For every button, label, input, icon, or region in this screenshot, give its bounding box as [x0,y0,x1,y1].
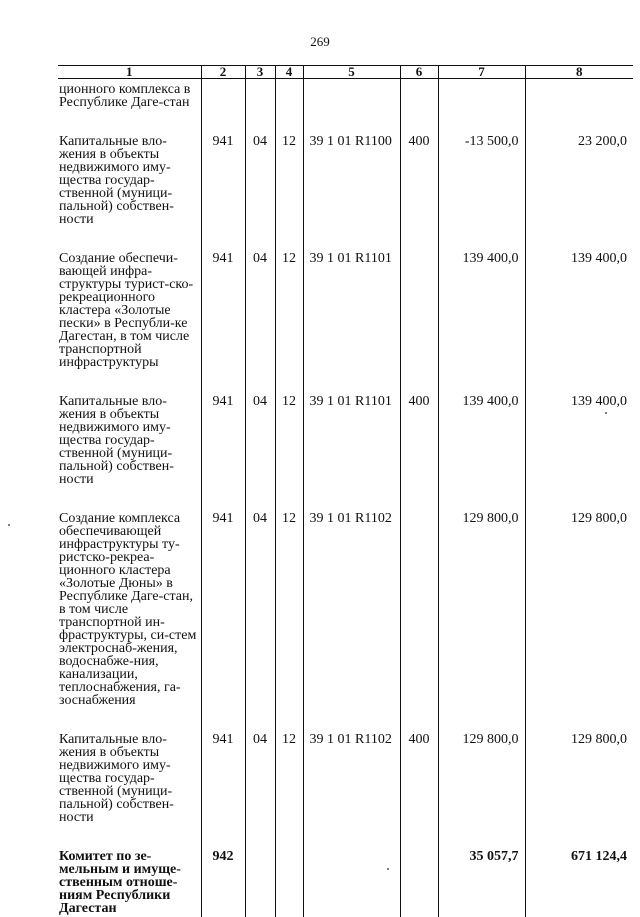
row-ministry-code: 942 [201,850,245,917]
row-amount-7: 129 800,0 [438,512,525,733]
scan-speck [387,868,389,870]
row-target-article: 39 1 01 R1102 [303,733,400,850]
table-row [58,79,633,136]
row-expense-type: 400 [400,395,438,512]
row-name: Создание комплекса обеспечивающей инфраструктуры ту-ристско-рекреа-ционного кластера «Золотые Дюны» в Республике Даге-стан, в том числе транспортной ин-фраструктуры, си-стем электроснаб-жения, водоснабже-ния, канализации, теплоснабжения, га-зоснабжения [59,511,197,708]
row-section: 04 [245,733,275,850]
row-ministry-code: 941 [201,252,245,395]
table-row [58,395,633,512]
row-name: ционного комплекса в Республике Даге-стан [59,82,191,110]
row-amount-7: 129 800,0 [438,733,525,850]
row-subsection: 12 [275,135,303,252]
col-header-1: 1 [58,66,201,79]
row-section [245,850,275,917]
row-target-article: 39 1 01 R1101 [303,395,400,512]
row-amount-8: 671 124,4 [525,850,633,917]
scan-speck [8,524,10,526]
row-subsection: 12 [275,512,303,733]
row-section: 04 [245,252,275,395]
col-header-6: 6 [400,66,438,79]
row-subsection: 12 [275,395,303,512]
row-amount-8: 139 400,0 [525,252,633,395]
row-subsection: 12 [275,252,303,395]
col-header-3: 3 [245,66,275,79]
row-amount-8: 23 200,0 [525,135,633,252]
col-header-2: 2 [201,66,245,79]
row-expense-type [400,252,438,395]
row-amount-7: -13 500,0 [438,135,525,252]
row-expense-type [400,512,438,733]
table-row [58,512,633,733]
col-header-7: 7 [438,66,525,79]
col-header-5: 5 [303,66,400,79]
row-expense-type [400,79,438,136]
row-name: Капитальные вло-жения в объекты недвижимого иму-щества государ-ственной (муници-пальной) собствен-ности [59,732,174,825]
row-subsection [275,79,303,136]
scan-speck [605,412,607,414]
header-row [58,66,633,79]
row-target-article [303,79,400,136]
row-amount-8: 129 800,0 [525,512,633,733]
row-target-article [303,850,400,917]
table-row [58,850,633,917]
table-row [58,135,633,252]
row-name: Создание обеспечи-вающей инфра-структуры турист-ско-рекреационного кластера «Золотые пески» в Республи-ке Дагестан, в том числе транспортной инфраструктуры [59,251,194,370]
row-section: 04 [245,512,275,733]
row-name: Капитальные вло-жения в объекты недвижимого иму-щества государ-ственной (муници-пальной) собствен-ности [59,394,174,487]
row-section: 04 [245,395,275,512]
row-ministry-code: 941 [201,733,245,850]
row-subsection [275,850,303,917]
row-target-article: 39 1 01 R1102 [303,512,400,733]
row-section: 04 [245,135,275,252]
row-section [245,79,275,136]
row-amount-7: 139 400,0 [438,395,525,512]
row-ministry-code [201,79,245,136]
row-expense-type: 400 [400,135,438,252]
col-header-4: 4 [275,66,303,79]
budget-table [58,65,633,917]
row-subsection: 12 [275,733,303,850]
row-amount-7: 139 400,0 [438,252,525,395]
row-amount-8: 129 800,0 [525,733,633,850]
row-expense-type: 400 [400,733,438,850]
row-target-article: 39 1 01 R1101 [303,252,400,395]
row-name: Комитет по зе-мельным и имуще-ственным отноше-ниям Республики Дагестан [59,849,181,916]
row-amount-8 [525,79,633,136]
row-expense-type [400,850,438,917]
table-row [58,252,633,395]
row-amount-8: 139 400,0 [525,395,633,512]
col-header-8: 8 [525,66,633,79]
row-ministry-code: 941 [201,512,245,733]
row-ministry-code: 941 [201,395,245,512]
row-amount-7 [438,79,525,136]
row-target-article: 39 1 01 R1100 [303,135,400,252]
table-row [58,733,633,850]
page-number: 269 [310,34,330,49]
row-amount-7: 35 057,7 [438,850,525,917]
row-name: Капитальные вло-жения в объекты недвижимого иму-щества государ-ственной (муници-пальной) собствен-ности [59,134,174,227]
row-ministry-code: 941 [201,135,245,252]
